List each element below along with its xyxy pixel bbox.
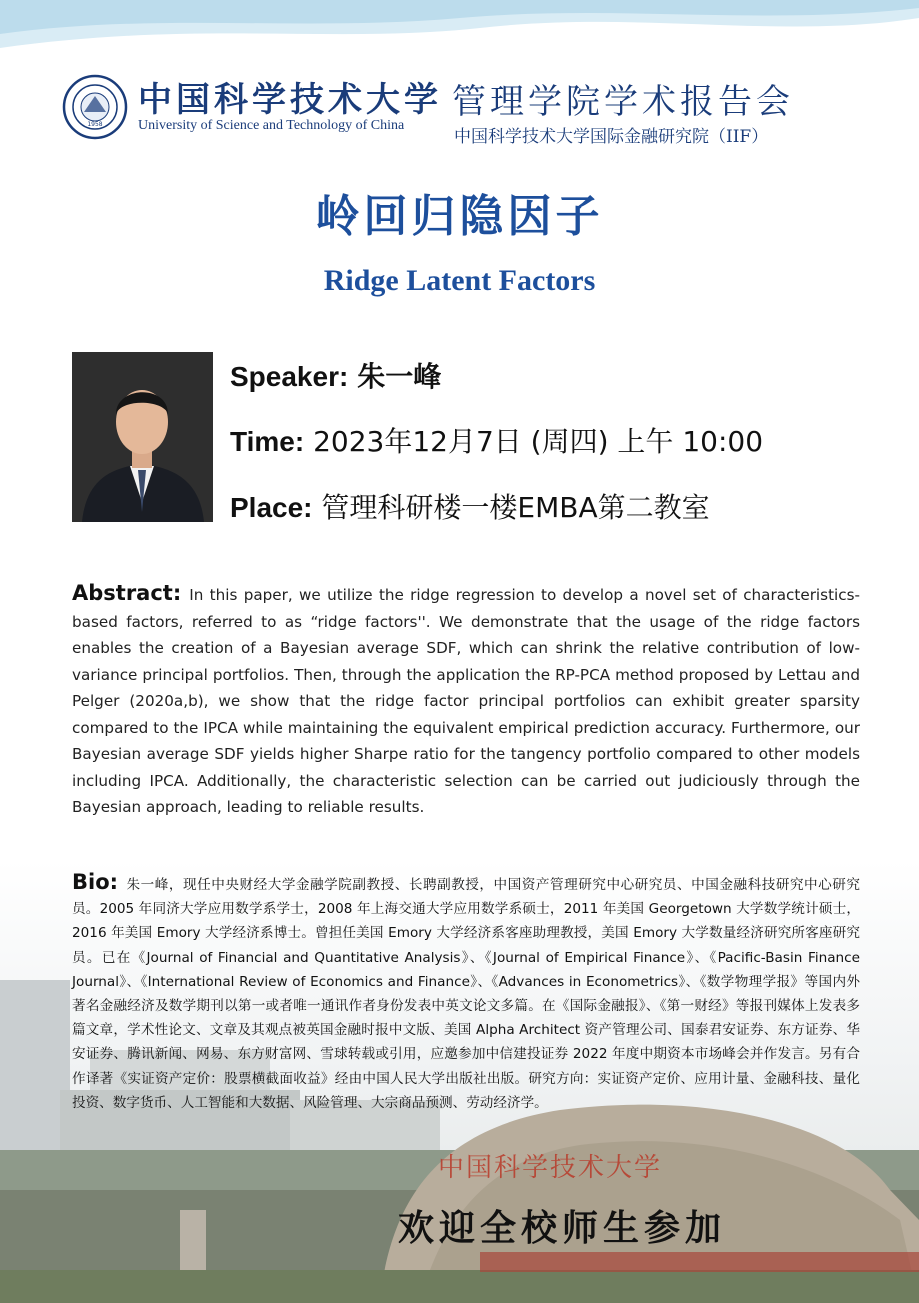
bio-text: 朱一峰，现任中央财经大学金融学院副教授、长聘副教授，中国资产管理研究中心研究员、中国金融科技研究中心研究员。2005 年同济大学应用数学系学士，2008 年上海交通大学应用数学系硕士，2011 年美国 Georgetown 大学数学统计硕士，2016 年美国 Emory 大学经济系博士。曾担任美国 Emory 大学经济系客座助理教授，美国 Emory 大学数量经济研究所客座研究员。已在《Journal of Financial and Quantitative Analysis》、《Journal of Empirical Finance》、《Pacific-Basin Finance Journal》、《International Review of Economics and Finance》、《Advances in Econometrics》、《数学物理学报》等国内外著名金融经济及数学期刊以第一或者唯一通讯作者身份发表中英文论文多篇。在《国际金融报》、《第一财经》等报刊媒体上发表多篇文章，学术性论文、文章及其观点被英国金融时报中文版、美国 Alpha Architect 资产管理公司、国泰君安证券、东方证券、华安证券、腾讯新闻、网易、东方财富网、雪球转载或引用，应邀参加中信建投证券 2022 年度中期资本市场峰会并作发言。另有合作译著《实证资产定价：股票横截面收益》经由中国人民大学出版社出版。研究方向：实证资产定价、应用计量、金融科技、量化投资、数字货币、人工智能和大数据、风险管理、大宗商品预测、劳动经济学。 <box>72 877 860 1111</box>
seal-year: 1958 <box>87 121 103 128</box>
time-line <box>230 420 763 460</box>
place-line <box>230 486 710 526</box>
university-name-en: University of Science and Technology of China <box>138 118 405 133</box>
series-title: 管理学院学术报告会 <box>452 82 794 122</box>
speaker-photo <box>72 352 213 522</box>
place-value: 管理科研楼一楼EMBA第二教室 <box>321 491 710 524</box>
time-label: Time: <box>230 426 305 457</box>
speaker-label: Speaker: <box>230 361 349 392</box>
abstract-text: In this paper, we utilize the ridge regression to develop a novel set of characteristics-based factors, referred to as “ridge factors''. We demonstrate that the usage of the ridge factors enables the creation of a Bayesian average SDF, which can shrink the relative contribution of low-variance principal portfolios. Then, through the application the RP-PCA method proposed by Lettau and Pelger (2020a,b), we show that the ridge factor principal portfolios can exhibit greater sparsity compared to the IPCA while maintaining the equivalent empirical prediction accuracy. Furthermore, our Bayesian average SDF yields higher Sharpe ratio for the tangency portfolio compared to other models including IPCA. Additionally, the characteristic selection can be carried out judiciously through the Bayesian approach, leading to reliable results. <box>72 586 860 816</box>
time-value: 2023年12月7日 (周四) 上午 10:00 <box>313 425 764 458</box>
top-wave-decoration <box>0 0 919 60</box>
university-seal-logo <box>62 74 128 140</box>
university-name-cn: 中国科学技术大学 <box>138 80 442 120</box>
talk-title-cn: 岭回归隐因子 <box>315 191 604 242</box>
welcome-banner: 欢迎全校师生参加 <box>398 1207 727 1249</box>
bio-section <box>72 870 860 1115</box>
series-subtitle: 中国科学技术大学国际金融研究院（IIF） <box>454 127 769 147</box>
talk-title-en: Ridge Latent Factors <box>323 264 596 297</box>
abstract-section <box>72 580 860 821</box>
stone-inscription: 中国科学技术大学 <box>438 1153 663 1183</box>
abstract-label: Abstract: <box>72 581 182 605</box>
bio-label: Bio: <box>72 870 119 894</box>
speaker-name: 朱一峰 <box>357 360 442 393</box>
place-label: Place: <box>230 492 313 523</box>
speaker-line <box>230 355 441 395</box>
header <box>62 70 862 150</box>
